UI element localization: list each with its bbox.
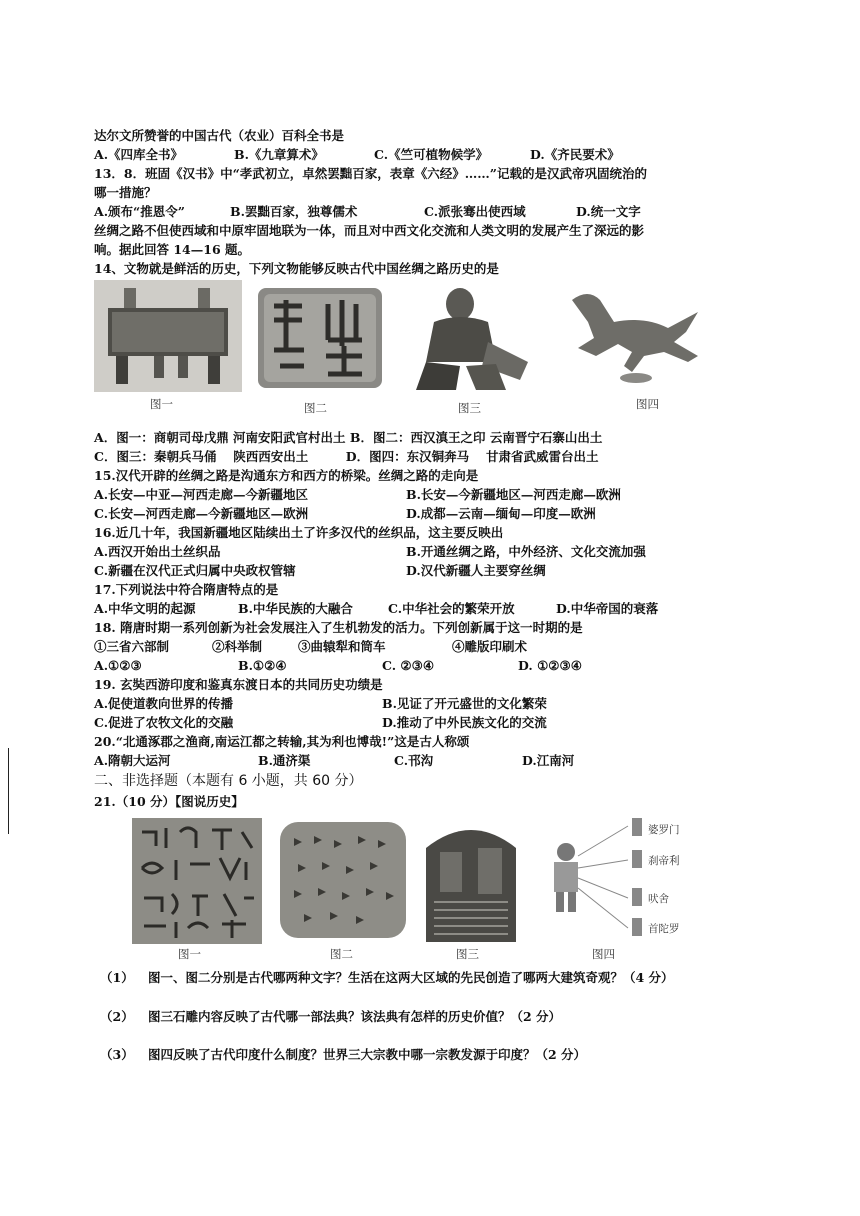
q20-option-d: D.江南河 (522, 753, 575, 768)
ding-vessel-icon (94, 280, 242, 392)
intro-text-cont: 响。据此回答 14—16 题。 (94, 242, 250, 257)
q19-stem: 19. 玄奘西游印度和鉴真东渡日本的共同历史功绩是 (94, 677, 383, 692)
q20-option-b: B.通济渠 (258, 753, 311, 768)
terracotta-warrior-image (396, 282, 536, 392)
stele-image (418, 818, 524, 942)
q15-option-d: D.成都—云南—缅甸—印度—欧洲 (406, 506, 596, 521)
hieroglyph-image (132, 818, 262, 944)
fig3b-caption: 图三 (456, 947, 479, 961)
q18-item-3: ③曲辕犁和筒车 (298, 639, 386, 654)
q13-stem: 13．8．班固《汉书》中“孝武初立，卓然罢黜百家，表章《六经》……”记载的是汉武帝巩固统治的 (94, 166, 647, 181)
q13-option-c: C.派张骞出使西域 (424, 204, 526, 219)
margin-line (8, 748, 9, 834)
bronze-horse-image (548, 282, 710, 388)
q15-stem: 15.汉代开辟的丝绸之路是沟通东方和西方的桥梁。丝绸之路的走向是 (94, 468, 479, 483)
q18-item-2: ②科举制 (212, 639, 263, 654)
q14-options-ab: A．图一：商朝司母戊鼎 河南安阳武官村出土 B．图二：西汉滇王之印 云南晋宁石寨山出土 (94, 430, 603, 445)
q12-option-a: A.《四库全书》 (94, 147, 184, 162)
q12-stem: 达尔文所赞誉的中国古代（农业）百科全书是 (94, 128, 345, 143)
q21-heading: 21.（10 分）【图说历史】 (94, 794, 244, 809)
clay-tablet-icon (274, 818, 412, 942)
fig3-caption: 图三 (458, 401, 481, 415)
q16-option-d: D.汉代新疆人主要穿丝绸 (406, 563, 546, 578)
q18-item-1: ①三省六部制 (94, 639, 170, 654)
q21-sub-2-number: （2） (100, 1009, 134, 1024)
caste-label-brahmin: 婆罗门 (648, 824, 680, 836)
seal-icon (256, 286, 384, 390)
q18-option-b: B.①②④ (238, 658, 287, 673)
q15-option-a: A.长安—中亚—河西走廊—今新疆地区 (94, 487, 309, 502)
intro-text: 丝绸之路不但使西域和中原牢固地联为一体，而且对中西文化交流和人类文明的发展产生了深远的影 (94, 223, 645, 238)
q21-sub-1-number: （1） (100, 970, 134, 985)
caste-label-shudra: 首陀罗 (648, 923, 680, 935)
q13-option-d: D.统一文字 (576, 204, 641, 219)
q21-sub-2-text: 图三石雕内容反映了古代哪一部法典？该法典有怎样的历史价值？（2 分） (148, 1009, 562, 1024)
q19-option-d: D.推动了中外民族文化的交流 (382, 715, 547, 730)
q18-stem: 18. 隋唐时期一系列创新为社会发展注入了生机勃发的活力。下列创新属于这一时期的是 (94, 620, 583, 635)
fig2b-caption: 图二 (330, 947, 353, 961)
q16-option-a: A.西汉开始出土丝织品 (94, 544, 221, 559)
q20-option-a: A.隋朝大运河 (94, 753, 171, 768)
q18-option-d: D. ①②③④ (518, 658, 582, 673)
q15-option-c: C.长安—河西走廊—今新疆地区—欧洲 (94, 506, 309, 521)
ding-vessel-image (94, 280, 242, 392)
warrior-icon (396, 282, 536, 392)
q13-option-b: B.罢黜百家，独尊儒术 (230, 204, 358, 219)
q15-option-b: B.长安—今新疆地区—河西走廊—欧洲 (406, 487, 621, 502)
q12-option-c: C.《竺可植物候学》 (374, 147, 489, 162)
q21-sub-1-text: 图一、图二分别是古代哪两种文字？生活在这两大区域的先民创造了哪两大建筑奇观？（4 分） (148, 970, 674, 985)
q19-option-b: B.见证了开元盛世的文化繁荣 (382, 696, 547, 711)
fig4b-caption: 图四 (592, 947, 615, 961)
q18-option-c: C. ②③④ (382, 658, 435, 673)
stele-icon (418, 818, 524, 942)
section-2-heading: 二、非选择题（本题有 6 小题，共 60 分） (94, 773, 363, 789)
q12-option-b: B.《九章算术》 (234, 147, 324, 162)
cuneiform-tablet-image (274, 818, 412, 942)
fig2-caption: 图二 (304, 401, 327, 415)
seal-image (256, 286, 384, 390)
caste-label-kshatriya: 刹帝利 (648, 855, 680, 867)
q13-option-a: A.颁布“推恩令” (94, 204, 185, 219)
q20-stem: 20.“北通涿郡之渔商,南运江都之转输,其为利也博哉!”这是古人称颂 (94, 734, 470, 749)
galloping-horse-icon (548, 282, 710, 388)
q18-option-a: A.①②③ (94, 658, 142, 673)
caste-label-vaishya: 吠舍 (648, 893, 669, 905)
q20-option-c: C.邗沟 (394, 753, 434, 768)
q16-stem: 16.近几十年，我国新疆地区陆续出土了许多汉代的丝织品，这主要反映出 (94, 525, 504, 540)
q19-option-c: C.促进了农牧文化的交融 (94, 715, 234, 730)
fig1-caption: 图一 (150, 397, 173, 411)
q21-sub-3-number: （3） (100, 1047, 134, 1062)
q13-stem-cont: 哪一措施？ (94, 185, 157, 200)
q17-option-a: A.中华文明的起源 (94, 601, 196, 616)
q18-item-4: ④雕版印刷术 (452, 639, 528, 654)
hieroglyph-icon (132, 818, 262, 944)
q19-option-a: A.促使道教向世界的传播 (94, 696, 234, 711)
q17-option-d: D.中华帝国的衰落 (556, 601, 659, 616)
q12-option-d: D.《齐民要术》 (530, 147, 620, 162)
q17-stem: 17.下列说法中符合隋唐特点的是 (94, 582, 279, 597)
q16-option-b: B.开通丝绸之路，中外经济、文化交流加强 (406, 544, 646, 559)
q14-stem: 14、文物就是鲜活的历史，下列文物能够反映古代中国丝绸之路历史的是 (94, 261, 499, 276)
fig1b-caption: 图一 (178, 947, 201, 961)
q21-sub-3-text: 图四反映了古代印度什么制度？世界三大宗教中哪一宗教发源于印度？（2 分） (148, 1047, 587, 1062)
q17-option-b: B.中华民族的大融合 (238, 601, 353, 616)
fig4-caption: 图四 (636, 397, 659, 411)
q17-option-c: C.中华社会的繁荣开放 (388, 601, 515, 616)
q14-options-cd: C．图三：秦朝兵马俑 陕西西安出土 D．图四：东汉铜奔马 甘肃省武威雷台出土 (94, 449, 599, 464)
q16-option-c: C.新疆在汉代正式归属中央政权管辖 (94, 563, 296, 578)
